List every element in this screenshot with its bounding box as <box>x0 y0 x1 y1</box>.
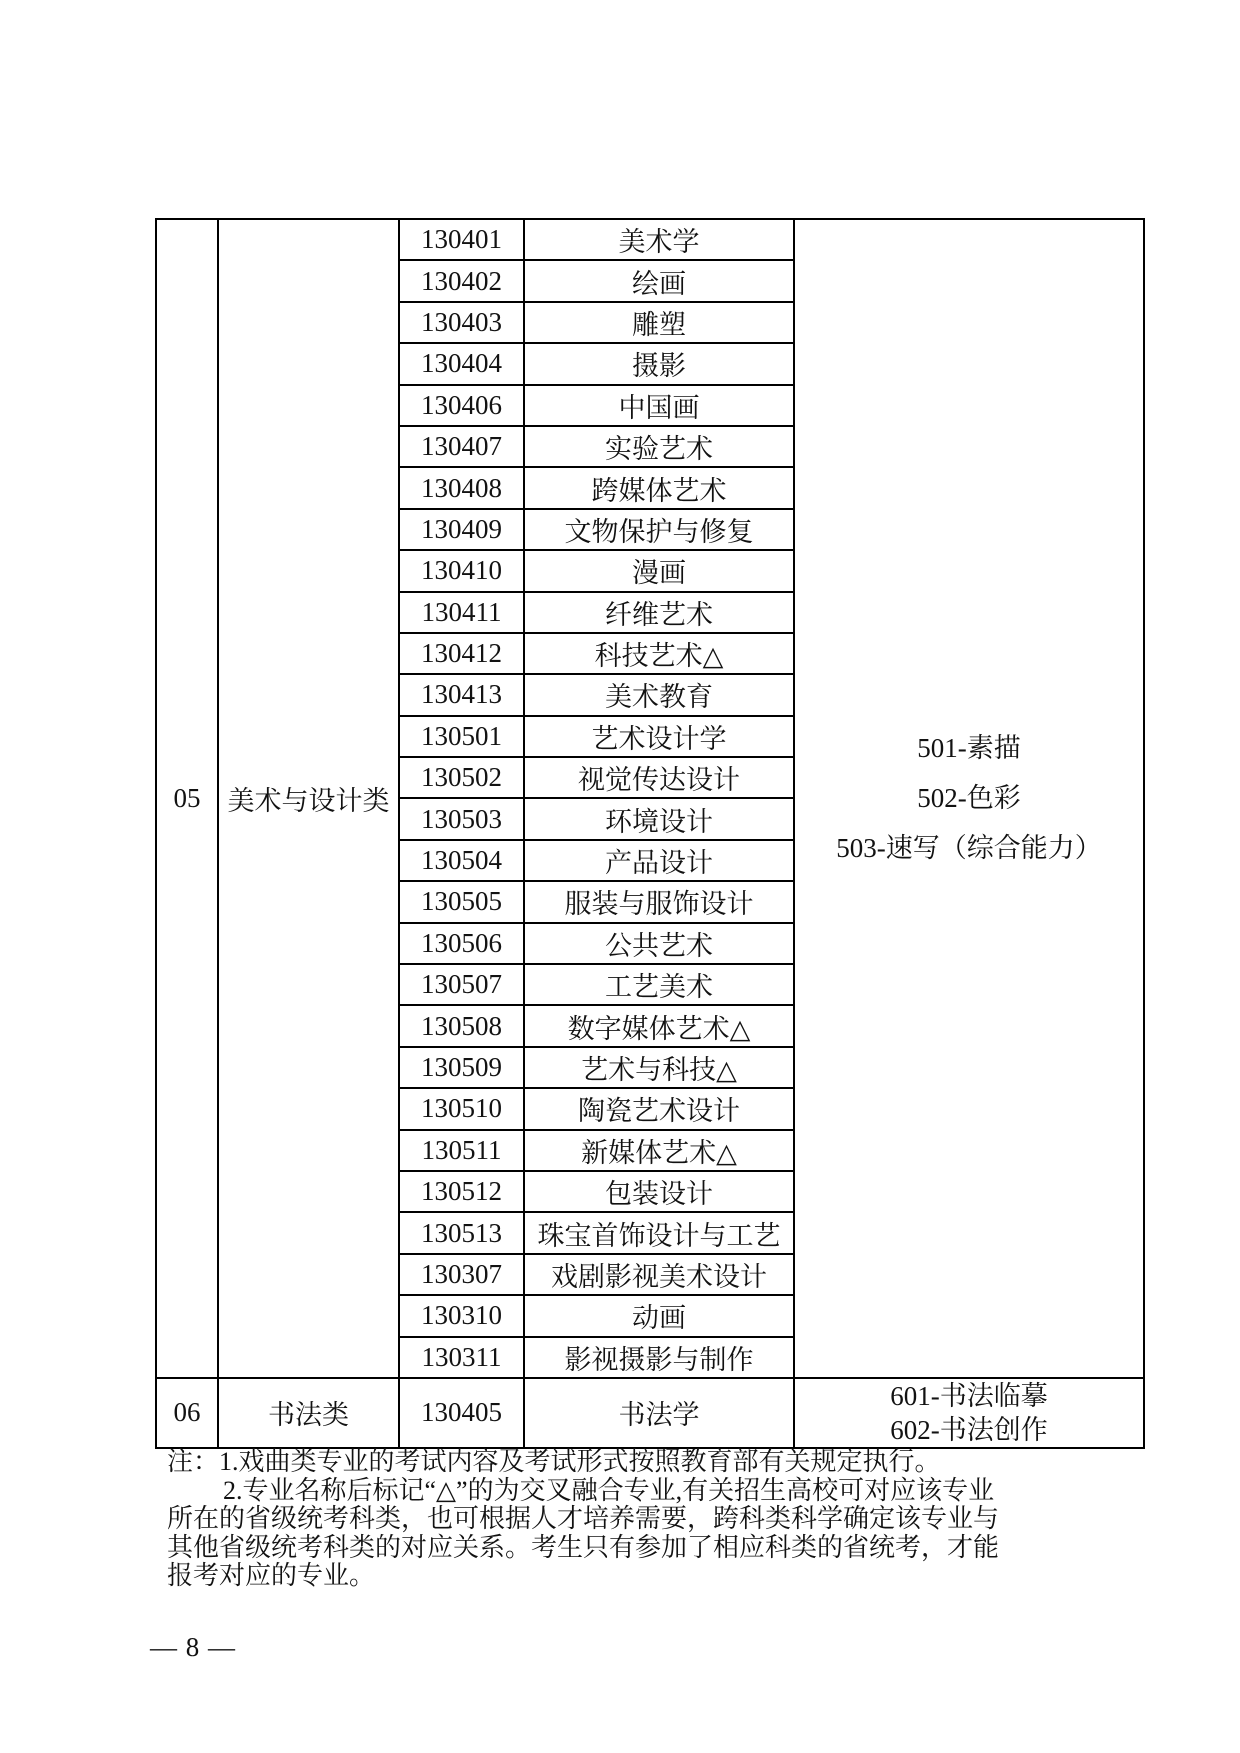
major-code-cell: 130409 <box>399 509 524 550</box>
major-code-cell: 130501 <box>399 716 524 757</box>
major-code-cell: 130512 <box>399 1171 524 1212</box>
major-name-cell: 绘画 <box>524 260 794 301</box>
exam-subjects-cell <box>794 219 1144 1378</box>
exam-subject-line: 502-色彩 <box>917 783 1021 814</box>
major-code-cell: 130413 <box>399 674 524 715</box>
note-line-2: 2.专业名称后标记“△”的为交叉融合专业,有关招生高校可对应该专业 <box>223 1475 995 1505</box>
major-name-cell: 环境设计 <box>524 798 794 839</box>
major-name-cell: 实验艺术 <box>524 426 794 467</box>
major-code-cell: 130405 <box>399 1378 524 1448</box>
note-line-1: 注：1.戏曲类专业的考试内容及考试形式按照教育部有关规定执行。 <box>167 1447 941 1476</box>
major-code-cell: 130504 <box>399 840 524 881</box>
major-code-cell: 130310 <box>399 1295 524 1336</box>
major-code-cell: 130508 <box>399 1005 524 1046</box>
major-name-cell: 服装与服饰设计 <box>524 881 794 922</box>
major-code-cell: 130412 <box>399 633 524 674</box>
major-code-cell: 130506 <box>399 923 524 964</box>
major-name-cell: 戏剧影视美术设计 <box>524 1254 794 1295</box>
major-name-cell: 中国画 <box>524 385 794 426</box>
major-name-cell: 美术教育 <box>524 674 794 715</box>
majors-table-body <box>156 219 1144 1448</box>
major-name-cell: 美术学 <box>524 219 794 260</box>
major-name-cell: 雕塑 <box>524 302 794 343</box>
major-code-cell: 130503 <box>399 798 524 839</box>
major-name-cell: 产品设计 <box>524 840 794 881</box>
note-line-5: 报考对应的专业。 <box>167 1561 376 1590</box>
major-name-cell: 公共艺术 <box>524 923 794 964</box>
serial-cell: 05 <box>156 219 218 1378</box>
exam-subject-line: 602-书法创作 <box>890 1414 1048 1445</box>
note-line-4: 其他省级统考科类的对应关系。考生只有参加了相应科类的省统考，才能 <box>167 1532 1000 1562</box>
major-name-cell: 跨媒体艺术 <box>524 467 794 508</box>
major-code-cell: 130311 <box>399 1337 524 1378</box>
major-code-cell: 130307 <box>399 1254 524 1295</box>
major-code-cell: 130502 <box>399 757 524 798</box>
major-code-cell: 130408 <box>399 467 524 508</box>
major-name-cell: 文物保护与修复 <box>524 509 794 550</box>
notes <box>167 1448 1027 1591</box>
table-row <box>156 1378 1144 1448</box>
serial-cell: 06 <box>156 1378 218 1448</box>
major-code-cell: 130513 <box>399 1212 524 1253</box>
page-number: — 8 — <box>150 1632 236 1662</box>
exam-subject-line: 501-素描 <box>917 733 1021 764</box>
major-code-cell: 130507 <box>399 964 524 1005</box>
major-code-cell: 130401 <box>399 219 524 260</box>
major-name-cell: 动画 <box>524 1295 794 1336</box>
major-code-cell: 130410 <box>399 550 524 591</box>
exam-subject-line: 601-书法临摹 <box>890 1380 1048 1411</box>
major-name-cell: 新媒体艺术△ <box>524 1130 794 1171</box>
major-code-cell: 130407 <box>399 426 524 467</box>
major-name-cell: 视觉传达设计 <box>524 757 794 798</box>
major-name-cell: 摄影 <box>524 343 794 384</box>
major-code-cell: 130406 <box>399 385 524 426</box>
major-name-cell: 陶瓷艺术设计 <box>524 1088 794 1129</box>
exam-subject-line: 503-速写（综合能力） <box>836 833 1102 864</box>
major-name-cell: 书法学 <box>524 1378 794 1448</box>
major-name-cell: 艺术设计学 <box>524 716 794 757</box>
major-code-cell: 130411 <box>399 592 524 633</box>
table-row <box>156 219 1144 260</box>
major-name-cell: 艺术与科技△ <box>524 1047 794 1088</box>
major-name-cell: 科技艺术△ <box>524 633 794 674</box>
exam-subjects-cell <box>794 1378 1144 1448</box>
major-code-cell: 130505 <box>399 881 524 922</box>
major-code-cell: 130509 <box>399 1047 524 1088</box>
major-name-cell: 漫画 <box>524 550 794 591</box>
major-code-cell: 130511 <box>399 1130 524 1171</box>
note-line-3: 所在的省级统考科类，也可根据人才培养需要，跨科类科学确定该专业与 <box>167 1504 1000 1533</box>
major-code-cell: 130403 <box>399 302 524 343</box>
major-name-cell: 纤维艺术 <box>524 592 794 633</box>
majors-table <box>155 218 1145 1449</box>
category-cell: 美术与设计类 <box>218 219 399 1378</box>
major-name-cell: 影视摄影与制作 <box>524 1337 794 1378</box>
major-name-cell: 包装设计 <box>524 1171 794 1212</box>
major-name-cell: 珠宝首饰设计与工艺 <box>524 1212 794 1253</box>
major-code-cell: 130402 <box>399 260 524 301</box>
major-code-cell: 130510 <box>399 1088 524 1129</box>
major-name-cell: 工艺美术 <box>524 964 794 1005</box>
major-name-cell: 数字媒体艺术△ <box>524 1005 794 1046</box>
category-cell: 书法类 <box>218 1378 399 1448</box>
major-code-cell: 130404 <box>399 343 524 384</box>
